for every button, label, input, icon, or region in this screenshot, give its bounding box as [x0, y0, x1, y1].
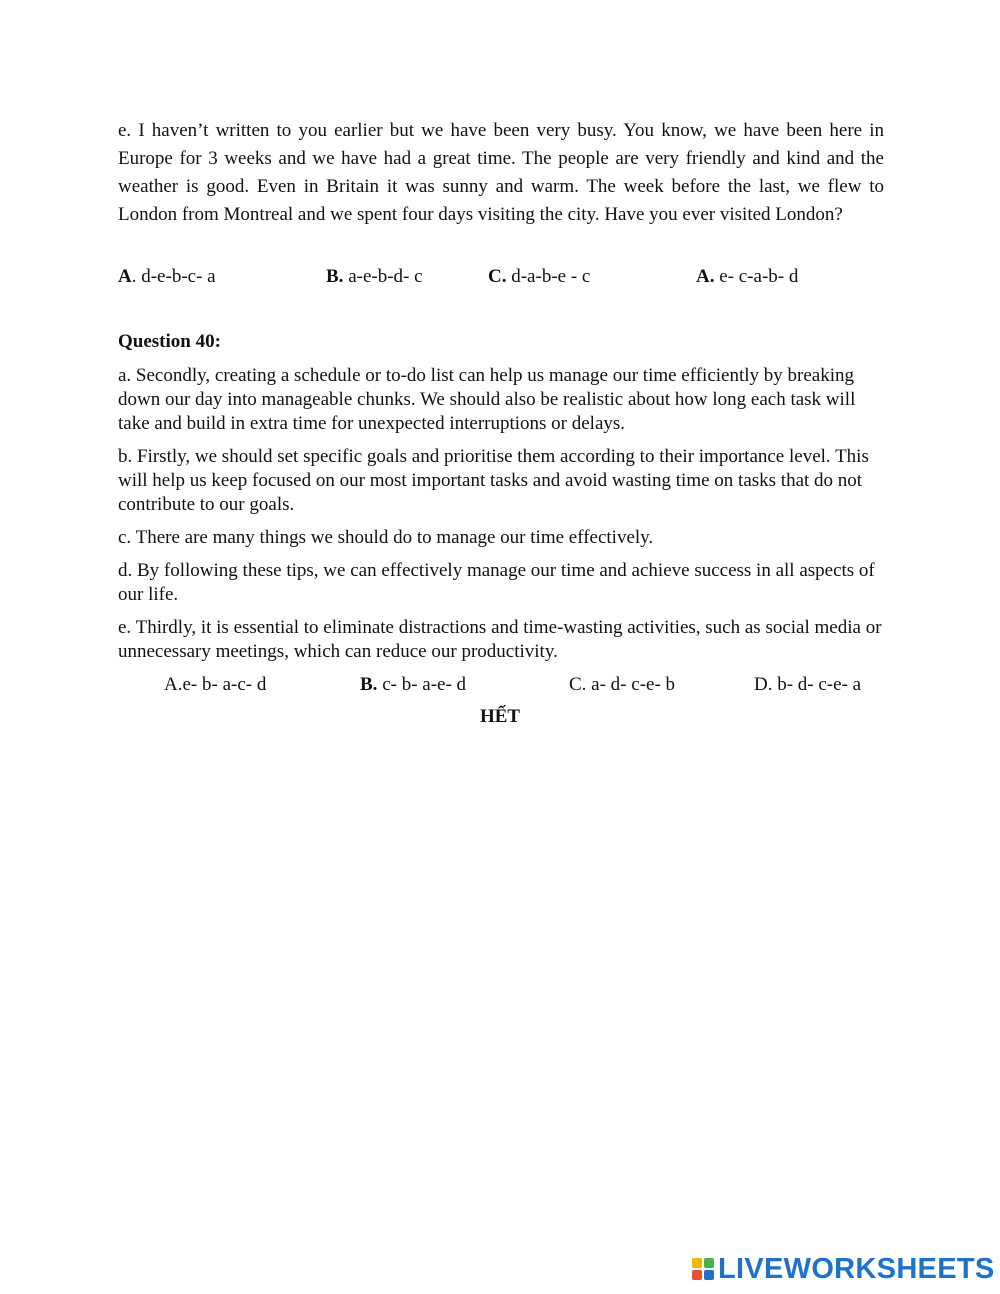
- q40-paragraph-d: d. By following these tips, we can effectively manage our time and achieve success in all aspects of our life.: [118, 560, 875, 605]
- option-text: e- b- a-c- d: [182, 674, 267, 695]
- q39-paragraph-e: e. I haven’t written to you earlier but we have been very busy. You know, we have been here in Europe for 3 weeks and we have had a great time. The people are very friendly and kind and the weather is good. Even in Britain it was sunny and warm. The week before the last, we flew to London from Montreal and we spent four days visiting the city. Have you ever visited London?: [118, 120, 884, 225]
- logo-text: LIVEWORKSHEETS: [718, 1253, 995, 1285]
- logo-tile: [692, 1258, 702, 1268]
- q40-option-2[interactable]: [360, 673, 466, 697]
- option-text: C. a- d- c-e- b: [569, 674, 676, 695]
- end-marker: HẾT: [479, 706, 521, 727]
- option-text: c- b- a-e- d: [377, 674, 467, 695]
- q40-paragraph-c: c. There are many things we should do to manage our time effectively.: [118, 527, 654, 548]
- logo-tile: [692, 1270, 702, 1280]
- q40-paragraph-e: e. Thirdly, it is essential to eliminate distractions and time-wasting activities, such as social media or unnecessary meetings, which can reduce our productivity.: [118, 617, 882, 662]
- q39-option-1[interactable]: [118, 265, 216, 289]
- q40-paragraph-b: b. Firstly, we should set specific goals and prioritise them according to their importance level. This will help us keep focused on our most important tasks and avoid wasting time on tasks that do not contribute to our goals.: [118, 446, 869, 515]
- logo-tile: [704, 1270, 714, 1280]
- q40-paragraph-a: a. Secondly, creating a schedule or to-do list can help us manage our time efficiently by breaking down our day into manageable chunks. We should also be realistic about how long each task will take and build in extra time for unexpected interruptions or delays.: [118, 365, 856, 434]
- option-letter: A.: [164, 674, 183, 695]
- q39-option-2[interactable]: [326, 265, 423, 289]
- q39-option-3[interactable]: [488, 265, 590, 289]
- option-text: d-a-b-e - c: [506, 266, 591, 287]
- q39-option-4[interactable]: [696, 265, 798, 289]
- option-text: . d-e-b-c- a: [131, 266, 216, 287]
- option-letter: A.: [696, 266, 715, 287]
- option-letter: A: [118, 266, 132, 287]
- q40-option-4[interactable]: [754, 673, 861, 697]
- q40-option-3[interactable]: [569, 673, 675, 697]
- question-40-title: Question 40:: [118, 331, 221, 352]
- q40-option-1[interactable]: [164, 673, 266, 697]
- option-text: D. b- d- c-e- a: [754, 674, 862, 695]
- option-letter: B.: [326, 266, 344, 287]
- option-letter: C.: [488, 266, 507, 287]
- logo-tile: [704, 1258, 714, 1268]
- option-text: a-e-b-d- c: [343, 266, 423, 287]
- option-text: e- c-a-b- d: [714, 266, 799, 287]
- logo-tiles-icon: [692, 1258, 714, 1280]
- liveworksheets-logo[interactable]: [692, 1253, 995, 1285]
- option-letter: B.: [360, 674, 378, 695]
